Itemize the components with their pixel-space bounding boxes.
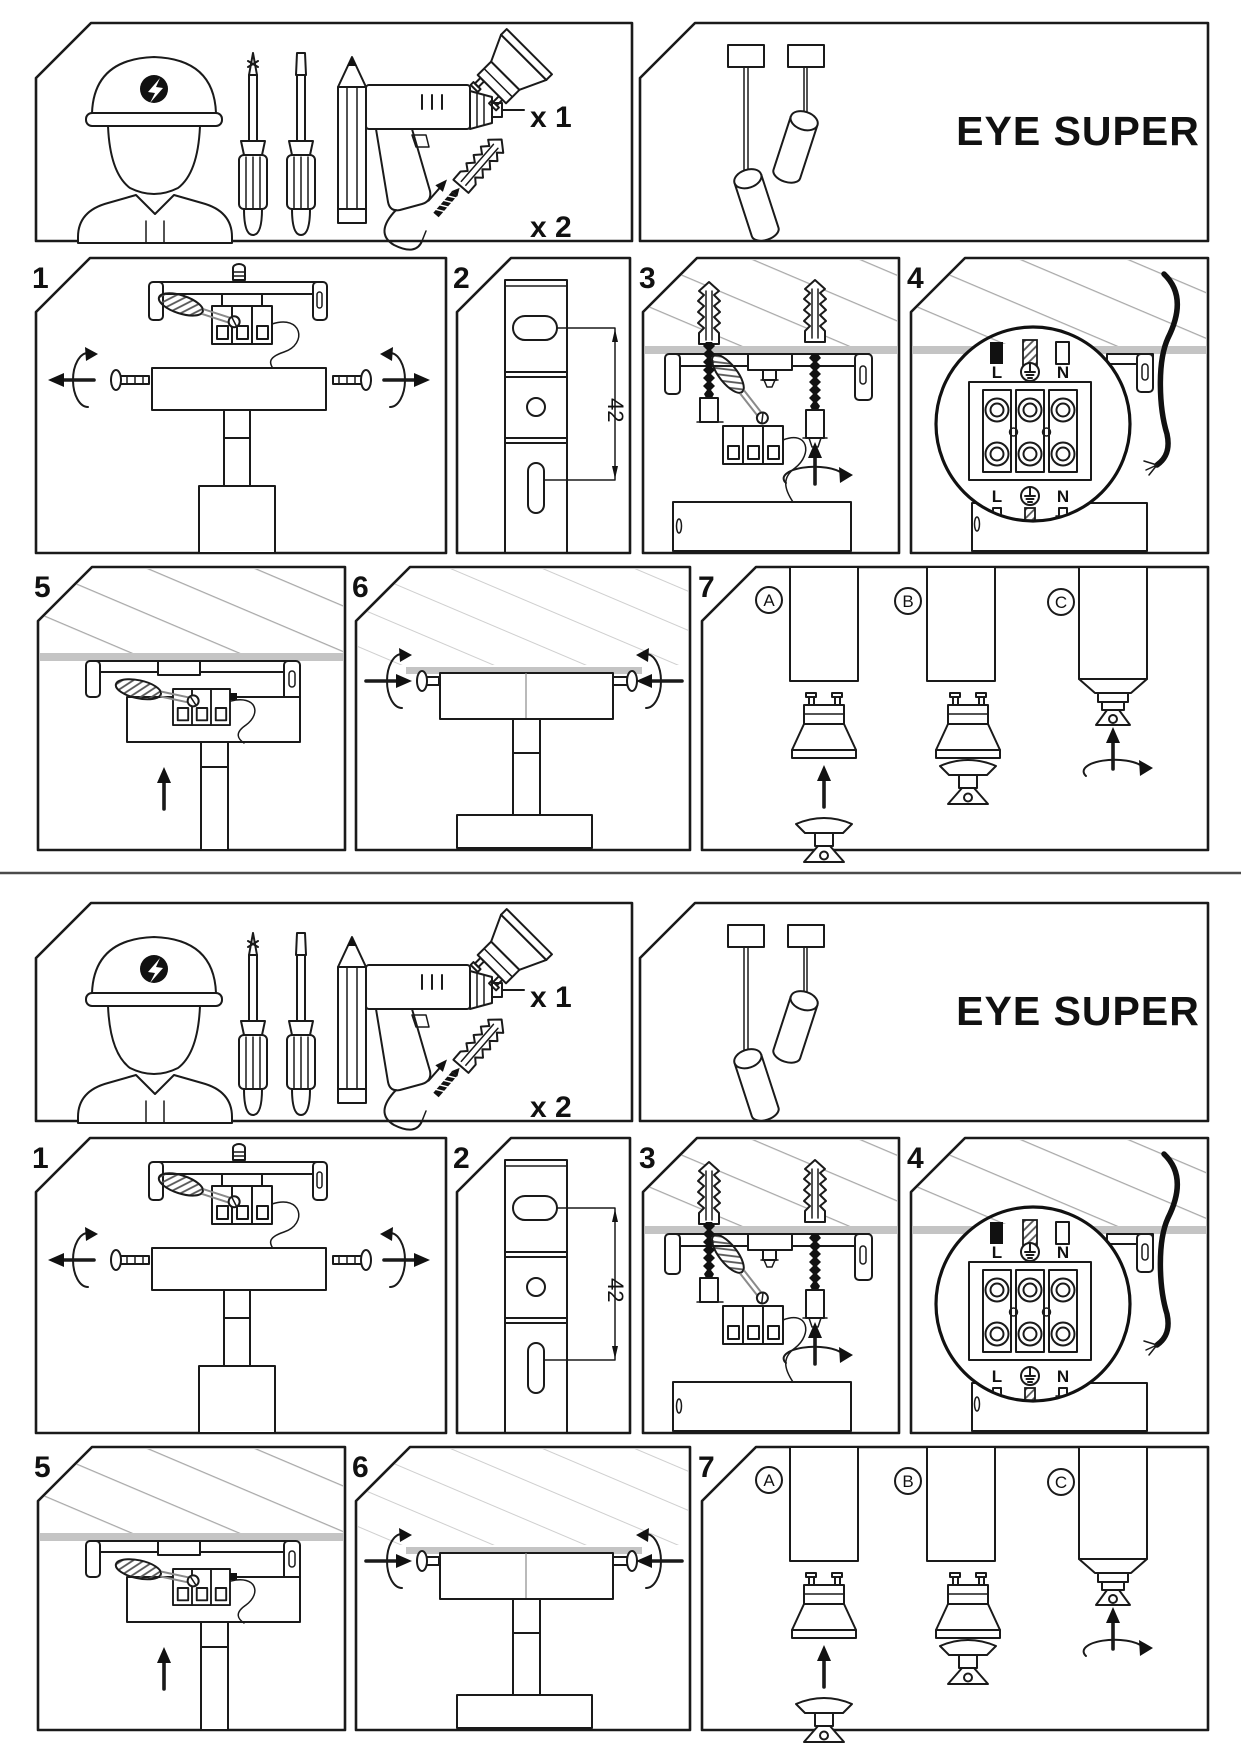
- sheet-bottom: [32, 903, 1208, 1742]
- sheet-top: [32, 23, 1208, 862]
